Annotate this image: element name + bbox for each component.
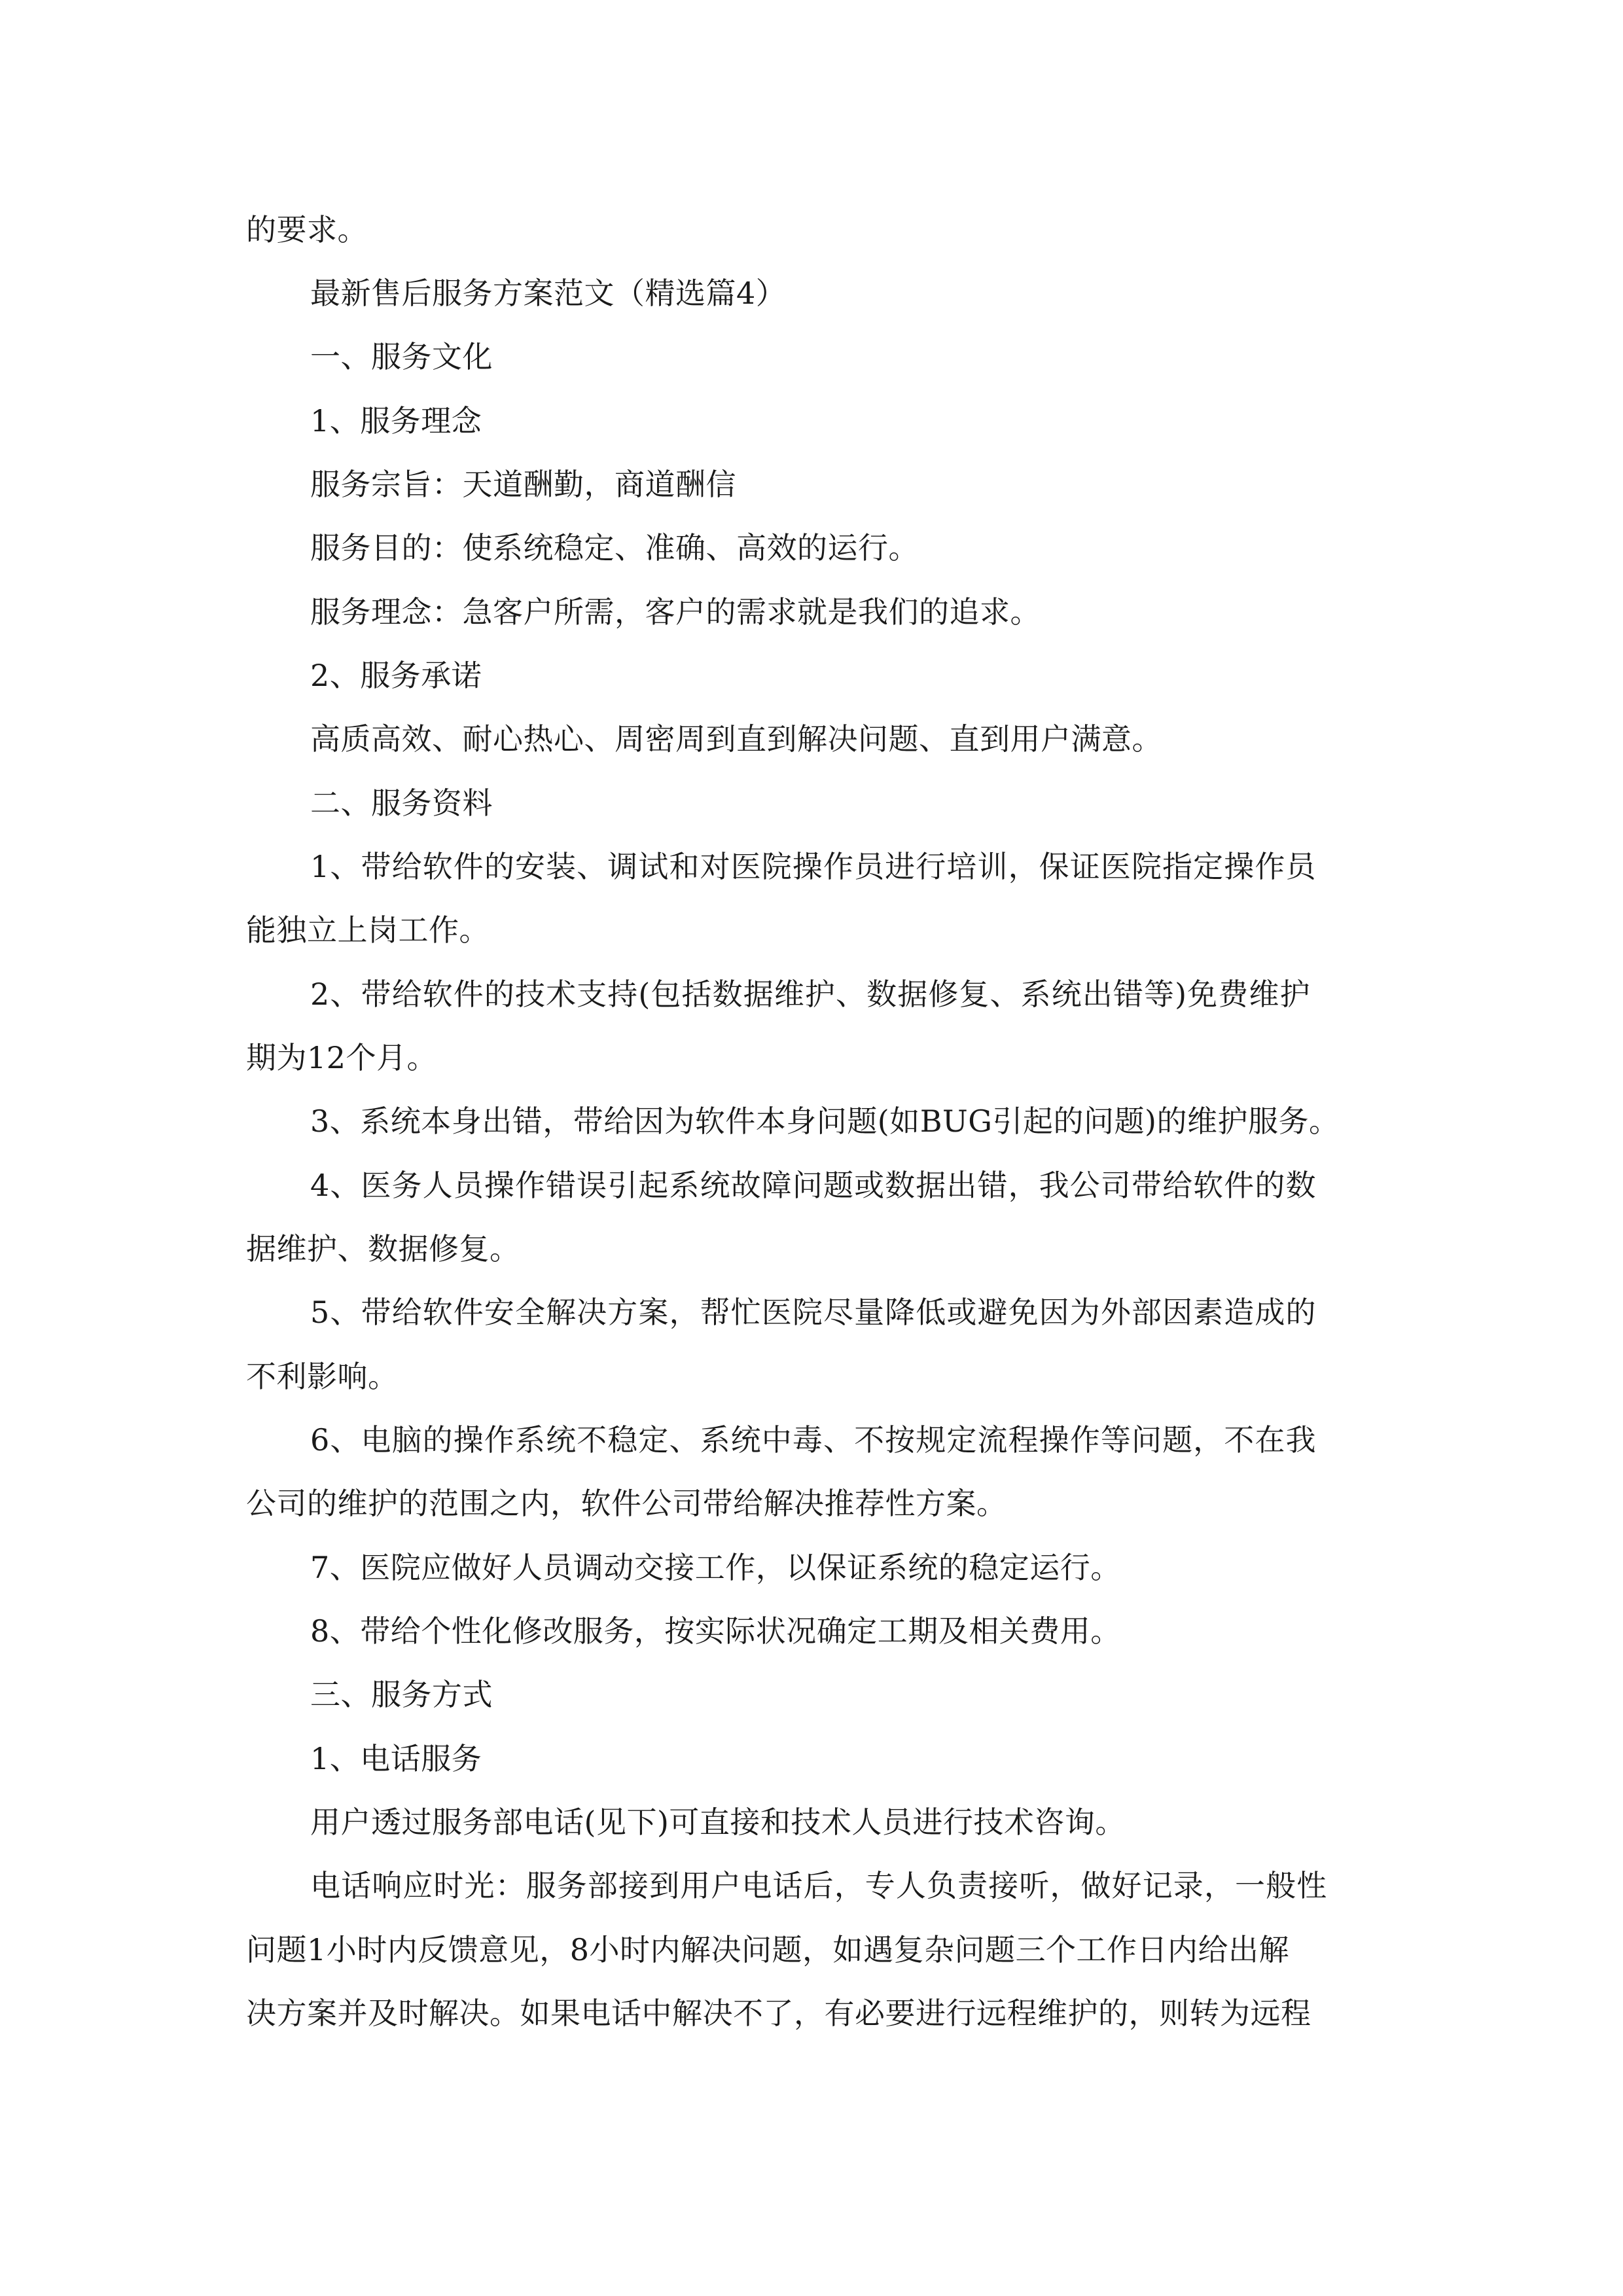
heading-3: 三、服务方式 bbox=[310, 1677, 493, 1712]
list-item-3: 3、系统本身出错，带给因为软件本身问题(如BUG引起的问题)的维护服务。 bbox=[310, 1103, 1340, 1139]
text-line-cont: 问题1小时内反馈意见，8小时内解决问题，如遇复杂问题三个工作日内给出解 bbox=[246, 1932, 1290, 1967]
list-item-5-cont: 不利影响。 bbox=[246, 1359, 399, 1394]
list-item-7: 7、医院应做好人员调动交接工作，以保证系统的稳定运行。 bbox=[310, 1550, 1121, 1585]
section-title: 最新售后服务方案范文（精选篇4） bbox=[310, 276, 787, 311]
text-line: 服务宗旨：天道酬勤，商道酬信 bbox=[310, 467, 736, 502]
list-item-1: 1、带给软件的安装、调试和对医院操作员进行培训，保证医院指定操作员 bbox=[310, 849, 1317, 884]
list-item-2: 2、带给软件的技术支持(包括数据维护、数据修复、系统出错等)免费维护 bbox=[310, 977, 1311, 1012]
heading-2: 二、服务资料 bbox=[310, 785, 493, 821]
text-line: 用户透过服务部电话(见下)可直接和技术人员进行技术咨询。 bbox=[310, 1804, 1126, 1840]
list-item-4-cont: 据维护、数据修复。 bbox=[246, 1231, 520, 1266]
text-line: 电话响应时光：服务部接到用户电话后，专人负责接听，做好记录，一般性 bbox=[310, 1868, 1328, 1903]
list-item-6: 6、电脑的操作系统不稳定、系统中毒、不按规定流程操作等问题，不在我 bbox=[310, 1422, 1317, 1458]
list-item-6-cont: 公司的维护的范围之内，软件公司带给解决推荐性方案。 bbox=[246, 1486, 1007, 1521]
list-item-5: 5、带给软件安全解决方案，帮忙医院尽量降低或避免因为外部因素造成的 bbox=[310, 1295, 1317, 1330]
text-line: 高质高效、耐心热心、周密周到直到解决问题、直到用户满意。 bbox=[310, 721, 1162, 757]
list-item-1-cont: 能独立上岗工作。 bbox=[246, 912, 490, 948]
list-item-8: 8、带给个性化修改服务，按实际状况确定工期及相关费用。 bbox=[310, 1613, 1121, 1649]
text-line: 服务目的：使系统稳定、准确、高效的运行。 bbox=[310, 530, 919, 565]
text-line: 服务理念：急客户所需，客户的需求就是我们的追求。 bbox=[310, 594, 1041, 630]
subheading-3-1: 1、电话服务 bbox=[310, 1741, 482, 1776]
list-item-4: 4、医务人员操作错误引起系统故障问题或数据出错，我公司带给软件的数 bbox=[310, 1168, 1317, 1203]
text-line-continuation: 的要求。 bbox=[246, 212, 368, 247]
text-line-cont: 决方案并及时解决。如果电话中解决不了，有必要进行远程维护的，则转为远程 bbox=[246, 1996, 1311, 2031]
subheading-1-1: 1、服务理念 bbox=[310, 403, 482, 439]
subheading-1-2: 2、服务承诺 bbox=[310, 658, 482, 693]
heading-1: 一、服务文化 bbox=[310, 339, 493, 374]
list-item-2-cont: 期为12个月。 bbox=[246, 1040, 438, 1075]
